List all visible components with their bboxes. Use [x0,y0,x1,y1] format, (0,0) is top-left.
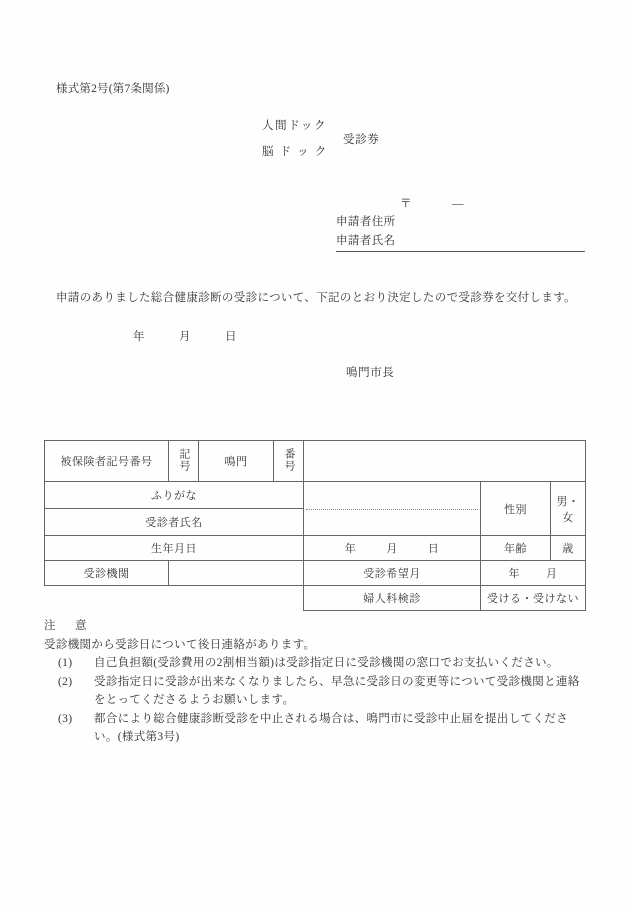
issue-date-year: 年 [133,331,145,343]
notes-title: 注 意 [44,620,91,632]
table-row-birthdate [45,536,586,561]
gyn-exam-spacer [45,586,304,611]
birthdate-value[interactable] [304,536,481,561]
note-text-3: 都合により総合健康診断受診を中止される場合は、鳴門市に受診中止届を提出してくださ [94,712,568,725]
institution-value[interactable] [169,561,304,586]
issue-date-month: 月 [179,331,191,343]
table-row-gyn-exam [45,586,586,611]
checkup-type-brain-dock: 脳 ド ッ ク [262,146,328,158]
applicant-address-label: 申請者住所 [336,216,396,228]
table-row-furigana [45,482,586,509]
issuer-name: 鳴門市長 [346,367,395,379]
desired-year: 年 [508,568,520,580]
note-number-2: (2) [58,675,73,688]
number-label-cell [274,441,304,482]
checkup-type-ningen-dock: 人間ドック [262,120,328,132]
number-label: 番号 [283,447,295,472]
furigana-label: ふりがな [45,482,304,509]
voucher-details-table [44,440,586,611]
issue-date-line [133,331,237,344]
note-number-3: (3) [58,712,73,725]
age-label: 年齢 [481,536,551,561]
postal-code-dash: — [452,198,464,210]
issue-date-day: 日 [225,331,237,343]
birthdate-label: 生年月日 [45,536,304,561]
age-unit[interactable]: 歳 [551,536,586,561]
desired-month: 月 [546,568,558,580]
note-text-2-continued: をとってくださるようお願いします。 [94,694,295,706]
symbol-value[interactable]: 鳴門 [199,441,274,482]
institution-label: 受診機関 [45,561,169,586]
gender-label: 性別 [481,482,551,536]
examinee-name-value[interactable] [304,509,481,536]
desired-month-value[interactable] [481,561,586,586]
applicant-name-rule [336,251,585,252]
birthdate-month: 月 [386,543,398,555]
note-text-2: 受診指定日に受診が出来なくなりましたら、早急に受診日の変更等について受診機関と連絡 [94,675,580,688]
gender-options[interactable]: 男・女 [551,482,586,536]
birthdate-year: 年 [344,543,357,555]
postal-mark-icon: 〒 [400,198,412,210]
insured-number-label: 被保険者記号番号 [45,441,169,482]
page-title: 受診券 [343,134,380,146]
number-value[interactable] [304,441,586,482]
form-number: 様式第2号(第7条関係) [56,83,170,95]
list-item [58,654,590,673]
list-item [58,710,590,729]
table-row-institution [45,561,586,586]
desired-month-label: 受診希望月 [304,561,481,586]
note-text-3-continued: い。(様式第3号) [94,731,180,743]
notes-section [44,617,590,747]
list-item [58,673,590,692]
note-number-1: (1) [58,657,73,669]
note-text-1: 自己負担額(受診費用の2割相当額)は受診指定日に受診機関の窓口でお支払いください。 [94,657,559,669]
symbol-label: 記号 [178,447,190,472]
birthdate-day: 日 [427,543,440,555]
notes-lead: 受診機関から受診日について後日連絡があります。 [44,638,316,651]
body-sentence: 申請のありました総合健康診断の受診について、下記のとおり決定したので受診券を交付します。 [56,292,577,304]
examinee-name-label: 受診者氏名 [45,509,304,536]
symbol-label-cell [169,441,199,482]
gyn-exam-label: 婦人科検診 [304,586,481,611]
furigana-value[interactable] [304,482,481,509]
applicant-name-label: 申請者氏名 [336,235,396,247]
gyn-exam-options[interactable]: 受ける・受けない [481,586,586,611]
